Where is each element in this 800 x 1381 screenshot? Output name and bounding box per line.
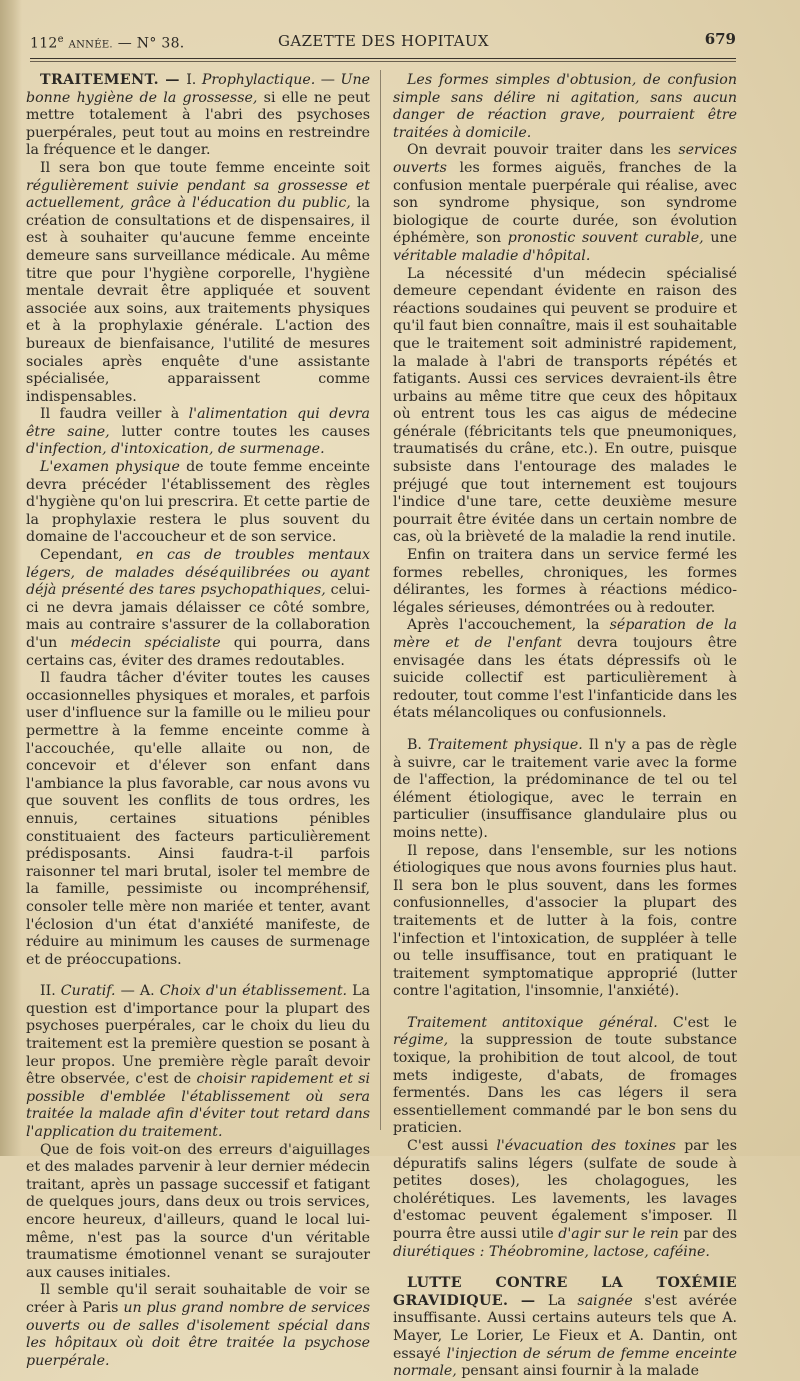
text-run: — A. xyxy=(115,983,160,1000)
paragraph xyxy=(26,670,370,969)
italic-text: diurétiques : Théobromine, lactose, caféine. xyxy=(393,1243,710,1260)
section-heading: LUTTE CONTRE LA TOXÉMIE GRAVIDIQUE. — xyxy=(393,1275,737,1309)
text-run: II. xyxy=(40,983,61,1000)
header-rule xyxy=(30,58,736,59)
paragraph xyxy=(393,266,737,548)
text-run: B. xyxy=(407,736,428,753)
paragraph xyxy=(393,617,737,723)
left-column xyxy=(26,72,370,1370)
text-run: Il semble qu'il serait souhaitable de voir se créer à Paris xyxy=(26,1282,370,1316)
italic-text: Traitement physique. xyxy=(427,736,583,753)
paragraph xyxy=(26,406,370,459)
text-run: Il sera bon que toute femme enceinte soit xyxy=(40,159,370,176)
text-run: si elle ne peut mettre totalement à l'abri des psychoses puerpérales, peut tout au moins en restreindre la fréquence et le danger. xyxy=(26,89,371,159)
text-run: I. xyxy=(186,72,202,88)
text-run: devra toujours être envisagée dans les états dépressifs où le suicide collectif est particulièrement à redouter, tout comme l'est l'infanticide dans les états mélancoliques ou confusionnels. xyxy=(393,635,737,722)
italic-text: services ouverts xyxy=(393,142,737,176)
italic-text: séparation de la mère et de l'enfant xyxy=(393,617,737,651)
italic-text: véritable maladie d'hôpital. xyxy=(393,247,591,264)
paragraph xyxy=(26,547,370,670)
italic-text: pronostic souvent curable, xyxy=(507,230,704,247)
italic-text: Une bonne hygiène de la grossesse, xyxy=(26,72,370,106)
edition-number: 112 xyxy=(30,35,58,52)
paragraph xyxy=(26,1142,370,1283)
italic-text: Prophylactique. xyxy=(201,72,316,88)
header-rule-thin xyxy=(30,61,736,62)
italic-text: l'évacuation des toxines xyxy=(496,1138,676,1155)
edition-issue xyxy=(30,34,185,52)
paragraph xyxy=(26,983,370,1141)
text-run: les formes aiguës, franches de la confusion mentale puerpérale qui réalise, avec son syndrome physique, son syndrome biologique de courte durée, son évolution éphémère, son xyxy=(393,159,737,247)
column-divider xyxy=(380,70,381,1130)
text-run: pensant ainsi fournir à la malade xyxy=(456,1363,700,1380)
italic-text: Les formes simples d'obtusion, de confusion simple sans délire ni agitation, sans aucun danger de réaction grave, pourraient être traitées à domicile. xyxy=(393,72,737,141)
paragraph xyxy=(393,843,737,1001)
section-heading: TRAITEMENT. — xyxy=(40,72,187,88)
italic-text: Curatif. xyxy=(60,983,116,1000)
text-run: Enfin on traitera dans un service fermé les formes rebelles, chroniques, les formes délirantes, les formes à réactions médico-légales sérieuses, démontrées ou à redouter. xyxy=(393,547,737,616)
text-run: une xyxy=(703,230,737,247)
italic-text: saignée xyxy=(577,1292,633,1309)
header-separator: — xyxy=(117,35,132,52)
text-run: Il repose, dans l'ensemble, sur les notions étiologiques que nous avons fournies plus haut. Il sera bon le plus souvent, dans les formes confusionnelles, d'associer la plupart des traitements et de lutter à la fois, contre l'infection et l'intoxication, de suppléer à telle ou telle insuffisance, tout en pratiquant le traitement symptomatique approprié (lutter contre l'agitation, l'insomnie, l'anxiété). xyxy=(393,842,737,1000)
paragraph xyxy=(26,1282,370,1370)
italic-text: d'infection, d'intoxication, de surmenage. xyxy=(26,441,325,458)
paragraph xyxy=(393,737,737,843)
paragraph xyxy=(393,1275,737,1381)
italic-text: d'agir sur le rein xyxy=(558,1226,679,1242)
journal-title: GAZETTE DES HOPITAUX xyxy=(278,32,489,50)
italic-text: Traitement antitoxique général. xyxy=(407,1014,658,1031)
italic-text: l'injection de sérum de femme enceinte normale, xyxy=(393,1345,737,1380)
issue-number: N° 38. xyxy=(136,35,185,52)
text-run: par les dépuratifs salins légers (sulfate de soude à petites doses), les cholagogues, les cholérétiques. Les lavements, les lavages d'estomac peuvent également s'imposer. Il pourra être aussi utile xyxy=(393,1138,737,1242)
edition-word: ANNÉE. xyxy=(68,39,113,51)
italic-text: Choix d'un établissement. xyxy=(159,983,348,1000)
paragraph xyxy=(26,72,370,160)
italic-text: médecin spécialiste xyxy=(70,635,221,651)
page-edge-shadow xyxy=(0,0,22,1156)
text-run: celui-ci ne devra jamais délaisser ce côté sombre, mais au contraire s'assurer de la collaboration d'un xyxy=(26,582,371,651)
text-run: la suppression de toute substance toxique, la prohibition de tout alcool, de tout mets indigeste, d'abats, de fromages fermentés. Dans les cas légers il sera essentiellement commandé par le bon sens du praticien. xyxy=(393,1032,737,1137)
text-run: C'est le xyxy=(657,1014,738,1031)
text-run: Il faudra tâcher d'éviter toutes les causes occasionnelles physiques et morales, et parfois user d'influence sur la famille ou le milieu pour permettre à la femme enceinte comme à l'accouchée, qu'elle allaite ou non, de concevoir et d'élever son enfant dans l'ambiance la plus favorable, car nous avons vu que souvent les conflits de tous ordres, les ennuis, certaines situations pénibles constituaient des facteurs particulièrement prédisposants. Ainsi faudra-t-il parfois raisonner tel mari brutal, isoler tel membre de la famille, pessimiste ou incompréhensif, consoler telle mère non mariée et tenter, avant l'éclosion d'un état d'anxiété manifeste, de réduire au minimum les causes de surmenage et de préoccupations. xyxy=(26,670,370,968)
right-column xyxy=(393,72,737,1381)
paragraph xyxy=(26,459,370,547)
paragraph xyxy=(393,142,737,265)
page-number: 679 xyxy=(704,30,736,48)
italic-text: régime, xyxy=(393,1032,449,1049)
page-header xyxy=(30,30,736,56)
text-run: Cependant, xyxy=(40,547,137,564)
text-run: La question est d'importance pour la plupart des psychoses puerpérales, car le choix du lieu du traitement est la première question se posant à leur propos. Une première règle paraît devoir être observée, c'est de xyxy=(26,983,370,1088)
italic-text: l'alimentation qui devra être saine, xyxy=(26,406,370,440)
italic-text: régulièrement suivie pendant sa grossesse et actuellement, grâce à l'éducation du public, xyxy=(26,177,370,212)
edition-suffix: e xyxy=(57,34,64,45)
text-run: Que de fois voit-on des erreurs d'aiguillages et des malades parvenir à leur dernier médecin traitant, après un passage successif et fatigant de quelques jours, dans deux ou trois services, encore heureux, d'ailleurs, quand le local lui-même, n'est pas la source d'un véritable traumatisme émotionnel venant se surajouter aux causes initiales. xyxy=(26,1141,370,1281)
paragraph xyxy=(26,160,370,406)
text-run: Il faudra veiller à xyxy=(40,406,189,423)
text-run: On devrait pouvoir traiter dans les xyxy=(407,142,679,159)
text-run: de toute femme enceinte devra précéder l'établissement des règles d'hygiène qu'on lui prescrira. Et cette partie de la prophylaxie restera le plus souvent du domaine de l'accoucheur et de son service. xyxy=(26,459,371,546)
paragraph xyxy=(393,547,737,617)
text-run: Il n'y a pas de règle à suivre, car le traitement varie avec la forme de l'affection, la prédominance de tel ou tel élément étiologique, avec le terrain en particulier (insuffisance glandulaire plus ou moins nette). xyxy=(393,736,737,841)
paragraph xyxy=(393,1138,737,1261)
text-run: Après l'accouchement, la xyxy=(407,617,610,634)
paragraph xyxy=(393,1015,737,1138)
paragraph xyxy=(393,72,737,142)
text-run: C'est aussi xyxy=(407,1138,497,1155)
text-run: qui pourra, dans certains cas, éviter des drames redoutables. xyxy=(26,635,370,669)
text-run: la création de consultations et de dispensaires, il est à souhaiter qu'aucune femme enceinte demeure sans surveillance médicale. Au même titre que pour l'hygiène corporelle, l'hygiène mentale devrait être appliquée et souvent associée aux soins, aux traitements physiques et à la prophylaxie générale. L'action des bureaux de bienfaisance, l'utilité de mesures sociales après enquête d'une assistante spécialisée, apparaissent comme indispensables. xyxy=(26,195,370,405)
text-run: La nécessité d'un médecin spécialisé demeure cependant évidente en raison des réactions soudaines qui peuvent se produire et qu'il faut bien connaître, mais il est souhaitable que le traitement soit administré rapidement, la malade à l'abri de transports répétés et fatigants. Aussi ces services devraient-ils être urbains au même titre que ceux des hôpitaux où entrent tous les cas aigus de médecine générale (fébricitants tels que pneumoniques, traumatisés du crâne, etc.). En outre, puisque subsiste dans l'entourage des malades le préjugé que tout internement est toujours l'indice d'une tare, cette deuxième mesure pourrait être évitée dans un certain nombre de cas, où la brièveté de la maladie la rend inutile. xyxy=(393,265,737,546)
italic-text: un plus grand nombre de services ouverts ou de salles d'isolement spécial dans les hôpitaux où doit être traitée la psychose puerpérale. xyxy=(26,1299,370,1369)
italic-text: L'examen physique xyxy=(40,459,180,476)
text-run: lutter contre toutes les causes xyxy=(109,423,370,440)
text-run: s'est avérée insuffisante. Aussi certains auteurs tels que A. Mayer, Le Lorier, Le Fieux et A. Dantin, ont essayé xyxy=(393,1292,738,1362)
text-run: par des xyxy=(678,1226,737,1242)
text-run: — xyxy=(315,72,341,88)
italic-text: choisir rapidement et si possible d'emblée l'établissement où sera traitée la malade afin d'éviter tout retard dans l'application du traitement. xyxy=(26,1071,371,1141)
text-run: La xyxy=(547,1292,578,1309)
italic-text: en cas de troubles mentaux légers, de malades déséquilibrées ou ayant déjà présenté des tares psychopathiques, xyxy=(26,547,371,599)
